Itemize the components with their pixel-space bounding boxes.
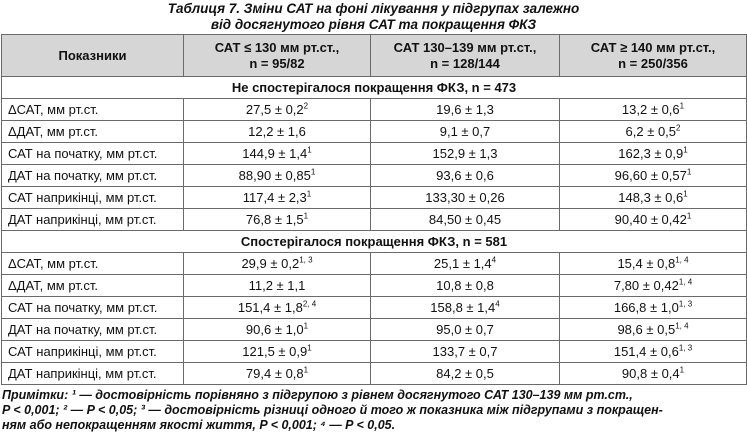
value-cell [371,209,560,231]
value-cell [184,319,371,341]
table-row [2,341,747,363]
row-label: ΔСАТ, мм рт.ст. [2,99,184,121]
cell-value: 121,5 ± 0,9 [242,344,308,359]
row-label: ДАТ наприкінці, мм рт.ст. [2,363,184,385]
cell-value: 90,6 ± 1,0 [245,322,304,337]
cell-value: 12,2 ± 1,6 [248,124,306,139]
value-cell [184,341,371,363]
table-caption [0,0,747,34]
value-cell [560,363,747,385]
value-cell [184,275,371,297]
cell-value: 90,40 ± 0,42 [614,212,687,227]
significance-marker: 1, 4 [675,255,689,265]
header-col1-line2: n = 95/82 [249,55,305,71]
caption-line-1: Таблиця 7. Зміни САТ на фоні лікування у підгрупах залежно [167,1,580,16]
notes-line-3: ням або непокращенням якості життя, P < 0,001; ⁴ — P < 0,05. [2,418,396,432]
value-cell [560,121,747,143]
table-row [2,209,747,231]
value-cell [184,297,371,319]
header-col2-line1: САТ 130–139 мм рт.ст., [393,39,537,55]
cell-value: 76,8 ± 1,5 [245,212,304,227]
value-cell [371,99,560,121]
header-indicators: Показники [2,35,184,77]
value-cell [560,275,747,297]
significance-marker: 1 [686,211,692,221]
value-cell [184,187,371,209]
table-row [2,297,747,319]
value-cell [371,341,560,363]
table-notes [0,385,747,433]
value-cell [560,143,747,165]
table-row [2,363,747,385]
cell-value: 25,1 ± 1,4 [433,256,492,271]
significance-marker: 1 [303,211,309,221]
cell-value: 6,2 ± 0,5 [625,124,677,139]
cell-value: 117,4 ± 2,3 [242,190,307,205]
table-row [2,99,747,121]
value-cell [560,209,747,231]
significance-marker: 2 [676,123,681,133]
significance-marker: 1, 3 [678,299,693,309]
row-label: ДАТ наприкінці, мм рт.ст. [2,209,184,231]
section-row [2,77,747,99]
section-row [2,231,747,253]
significance-marker: 1 [303,365,309,375]
value-cell [560,99,747,121]
value-cell [560,187,747,209]
table-row [2,187,747,209]
table-row [2,121,747,143]
cell-value: 133,30 ± 0,26 [425,190,505,205]
cell-value: 29,9 ± 0,2 [241,256,300,271]
value-cell [184,99,371,121]
table-row [2,143,747,165]
table-body [2,77,747,385]
table-row [2,253,747,275]
cell-value: 90,8 ± 0,4 [621,366,680,381]
significance-marker: 4 [495,299,500,309]
value-cell [371,319,560,341]
significance-marker: 1 [679,365,685,375]
header-row [2,35,747,77]
cell-value: 166,8 ± 1,0 [613,300,679,315]
header-sat-le-130 [184,35,371,77]
value-cell [560,297,747,319]
cell-value: 9,1 ± 0,7 [439,124,491,139]
significance-marker: 2 [303,101,309,111]
value-cell [560,253,747,275]
value-cell [560,341,747,363]
row-label: ΔСАТ, мм рт.ст. [2,253,184,275]
header-col3-line1: САТ ≥ 140 мм рт.ст., [590,39,716,55]
significance-marker: 1 [306,189,312,199]
significance-marker: 1, 4 [675,321,689,331]
value-cell [371,121,560,143]
value-cell [371,297,560,319]
significance-marker: 1, 4 [678,277,693,287]
significance-marker: 1, 3 [299,255,313,265]
cell-value: 15,4 ± 0,8 [617,256,676,271]
section-title: Не спостерігалося покращення ФКЗ, n = 473 [2,77,747,99]
cell-value: 10,8 ± 0,8 [436,278,494,293]
header-col2-line2: n = 128/144 [430,55,500,71]
row-label: САТ на початку, мм рт.ст. [2,297,184,319]
significance-marker: 1 [303,321,309,331]
significance-marker: 1 [683,189,688,199]
cell-value: 79,4 ± 0,8 [245,366,304,381]
row-label: САТ наприкінці, мм рт.ст. [2,341,184,363]
significance-marker: 1 [307,145,312,155]
significance-marker: 4 [491,255,497,265]
value-cell [184,121,371,143]
cell-value: 152,9 ± 1,3 [432,146,498,161]
notes-line-2: P < 0,001; ² — P < 0,05; ³ — достовірність різниці одного й того ж показника між підгрупами з покращен- [2,403,663,417]
cell-value: 133,7 ± 0,7 [432,344,498,359]
cell-value: 151,4 ± 0,6 [613,344,679,359]
cell-value: 151,4 ± 1,8 [237,300,303,315]
table-row [2,165,747,187]
value-cell [184,143,371,165]
row-label: ΔДАТ, мм рт.ст. [2,121,184,143]
header-col3-line2: n = 250/356 [618,55,688,71]
significance-marker: 2, 4 [302,299,317,309]
significance-marker: 1, 3 [678,343,693,353]
cell-value: 19,6 ± 1,3 [436,102,494,117]
row-label: ДАТ на початку, мм рт.ст. [2,319,184,341]
value-cell [184,363,371,385]
significance-marker: 1 [679,101,685,111]
value-cell [560,319,747,341]
table-row [2,319,747,341]
cell-value: 13,2 ± 0,6 [621,102,680,117]
row-label: САТ наприкінці, мм рт.ст. [2,187,184,209]
cell-value: 88,90 ± 0,85 [238,168,311,183]
cell-value: 158,8 ± 1,4 [430,300,496,315]
cell-value: 162,3 ± 0,9 [618,146,684,161]
cell-value: 84,50 ± 0,45 [428,212,502,227]
cell-value: 93,6 ± 0,6 [436,168,494,183]
value-cell [371,187,560,209]
cell-value: 144,9 ± 1,4 [242,146,308,161]
header-sat-130-139 [371,35,560,77]
header-sat-ge-140 [560,35,747,77]
results-table [1,34,747,385]
significance-marker: 1 [307,343,312,353]
value-cell [184,165,371,187]
value-cell [371,275,560,297]
caption-line-2: від досягнутого рівня САТ та покращення ФКЗ [210,17,537,32]
significance-marker: 1 [310,167,316,177]
header-col1-line1: САТ ≤ 130 мм рт.ст., [214,39,340,55]
row-label: ΔДАТ, мм рт.ст. [2,275,184,297]
cell-value: 27,5 ± 0,2 [245,102,304,117]
value-cell [371,143,560,165]
row-label: ДАТ на початку, мм рт.ст. [2,165,184,187]
row-label: САТ на початку, мм рт.ст. [2,143,184,165]
cell-value: 95,0 ± 0,7 [436,322,494,337]
value-cell [371,363,560,385]
cell-value: 11,2 ± 1,1 [248,278,306,293]
significance-marker: 1 [683,145,688,155]
cell-value: 7,80 ± 0,42 [613,278,679,293]
significance-marker: 1 [686,167,692,177]
value-cell [184,253,371,275]
value-cell [184,209,371,231]
value-cell [560,165,747,187]
cell-value: 148,3 ± 0,6 [618,190,684,205]
cell-value: 84,2 ± 0,5 [436,366,494,381]
cell-value: 98,6 ± 0,5 [617,322,676,337]
table-row [2,275,747,297]
value-cell [371,253,560,275]
notes-line-1: Примітки: ¹ — достовірність порівняно з підгрупою з рівнем досягнутого САТ 130–139 мм рт.ст., [2,388,633,402]
section-title: Спостерігалося покращення ФКЗ, n = 581 [2,231,747,253]
value-cell [371,165,560,187]
cell-value: 96,60 ± 0,57 [614,168,687,183]
